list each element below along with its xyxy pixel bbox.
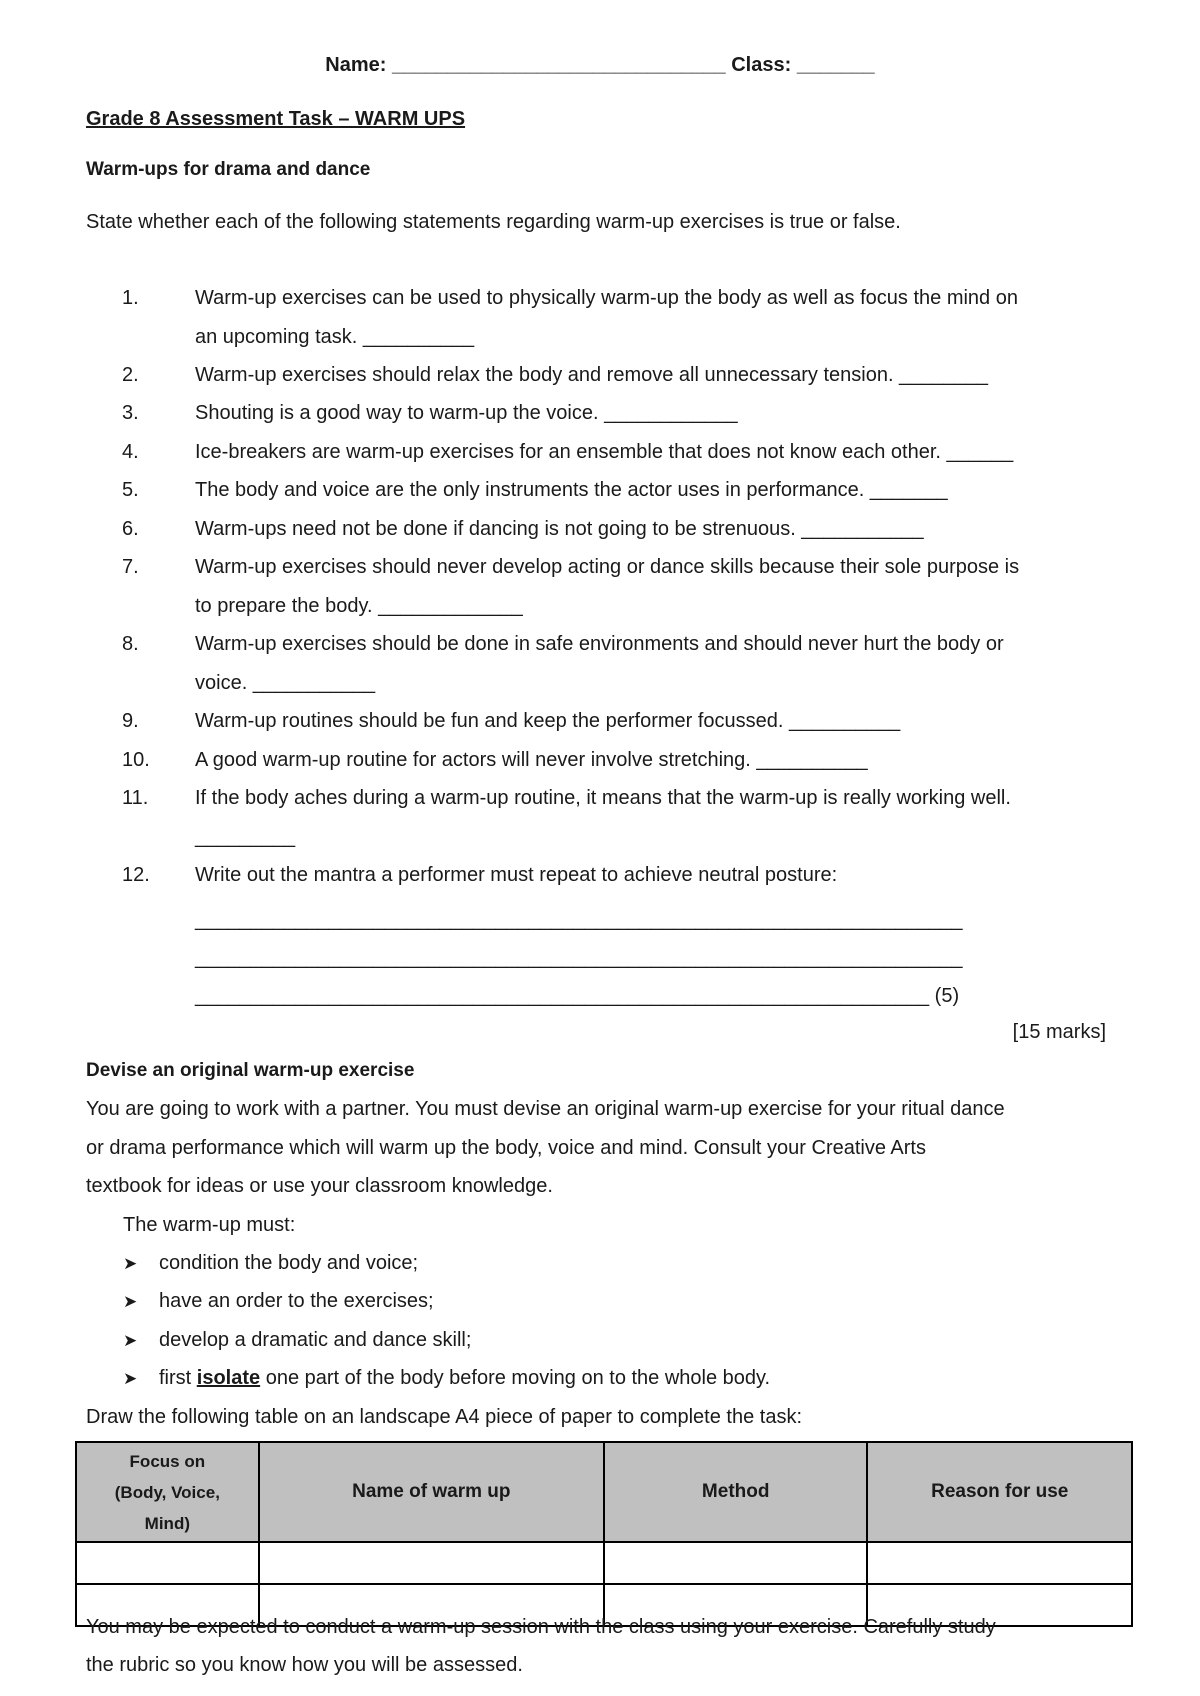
table-row xyxy=(76,1542,1132,1584)
table-cell[interactable] xyxy=(867,1542,1132,1584)
bullet-text: have an order to the exercises; xyxy=(159,1290,434,1312)
question-text: Warm-up exercises should relax the body and remove all unnecessary tension. ________ xyxy=(195,364,989,386)
question-number: 11. xyxy=(122,787,149,809)
table-cell[interactable] xyxy=(259,1542,604,1584)
question-number: 2. xyxy=(122,364,139,386)
bullet-item xyxy=(123,1367,770,1390)
table-cell[interactable] xyxy=(604,1542,868,1584)
question-text: If the body aches during a warm-up routine, it means that the warm-up is really working well. xyxy=(195,787,1011,809)
answer-line[interactable]: _____________________________________________________________________ xyxy=(195,947,963,969)
arrowhead-bullet-icon: ➤ xyxy=(123,1331,138,1350)
bullet-text: develop a dramatic and dance skill; xyxy=(159,1329,472,1351)
question-text: _________ xyxy=(195,826,296,848)
section1-heading: Warm-ups for drama and dance xyxy=(86,159,371,180)
question-number: 8. xyxy=(122,633,139,655)
arrowhead-bullet-icon: ➤ xyxy=(123,1369,138,1388)
question-text: Shouting is a good way to warm-up the voice. ____________ xyxy=(195,402,738,424)
total-marks: [15 marks] xyxy=(1012,1021,1106,1043)
header-focus-on: Focus on (Body, Voice, Mind) xyxy=(76,1442,259,1542)
arrowhead-bullet-icon: ➤ xyxy=(123,1292,138,1311)
question-number: 6. xyxy=(122,518,139,540)
name-class-line: Name: ______________________________ Class: _______ xyxy=(325,54,875,76)
answer-line[interactable]: _____________________________________________________________________ xyxy=(195,909,963,931)
question-text: Warm-up routines should be fun and keep the performer focussed. __________ xyxy=(195,710,901,732)
bullet-text-pre: first xyxy=(159,1367,197,1389)
bullet-text: condition the body and voice; xyxy=(159,1252,419,1274)
section2-paragraph-line: or drama performance which will warm up the body, voice and mind. Consult your Creative Arts xyxy=(86,1137,926,1159)
bullet-item xyxy=(123,1290,434,1313)
question-text: Warm-ups need not be done if dancing is not going to be strenuous. ___________ xyxy=(195,518,924,540)
question-number: 1. xyxy=(122,287,139,309)
section2-heading: Devise an original warm-up exercise xyxy=(86,1060,415,1081)
question-number: 7. xyxy=(122,556,139,578)
question-text: Warm-up exercises should be done in safe environments and should never hurt the body or xyxy=(195,633,1004,655)
question-number: 9. xyxy=(122,710,139,732)
section1-instruction: State whether each of the following statements regarding warm-up exercises is true or false. xyxy=(86,211,901,233)
question-text: an upcoming task. __________ xyxy=(195,326,475,348)
closing-line: You may be expected to conduct a warm-up session with the class using your exercise. Carefully study xyxy=(86,1616,996,1638)
section2-paragraph-line: textbook for ideas or use your classroom knowledge. xyxy=(86,1175,553,1197)
question-number: 12. xyxy=(122,864,150,886)
question-number: 10. xyxy=(122,749,150,771)
question-number: 5. xyxy=(122,479,139,501)
question-text: Warm-up exercises can be used to physically warm-up the body as well as focus the mind on xyxy=(195,287,1018,309)
bullet-text-post: one part of the body before moving on to the whole body. xyxy=(260,1367,771,1389)
header-reason-for-use: Reason for use xyxy=(867,1442,1132,1542)
question-number: 3. xyxy=(122,402,139,424)
bullet-item xyxy=(123,1329,471,1352)
bullet-item xyxy=(123,1252,418,1275)
header-method: Method xyxy=(604,1442,868,1542)
question-text: voice. ___________ xyxy=(195,672,376,694)
table-header-row xyxy=(76,1442,1132,1542)
question-text: The body and voice are the only instruments the actor uses in performance. _______ xyxy=(195,479,948,501)
closing-line: the rubric so you know how you will be assessed. xyxy=(86,1654,523,1676)
header-name-of-warm-up: Name of warm up xyxy=(259,1442,604,1542)
question-text: Write out the mantra a performer must repeat to achieve neutral posture: xyxy=(195,864,838,886)
page-title: Grade 8 Assessment Task – WARM UPS xyxy=(86,108,466,130)
arrowhead-bullet-icon: ➤ xyxy=(123,1254,138,1273)
question-text: to prepare the body. _____________ xyxy=(195,595,523,617)
bullet-emphasis: isolate xyxy=(196,1367,261,1389)
question-number: 4. xyxy=(122,441,139,463)
answer-line[interactable]: __________________________________________________________________ (5) xyxy=(195,985,960,1007)
question-text: Warm-up exercises should never develop acting or dance skills because their sole purpose is xyxy=(195,556,1020,578)
question-text: A good warm-up routine for actors will never involve stretching. __________ xyxy=(195,749,868,771)
must-intro: The warm-up must: xyxy=(123,1214,296,1236)
question-text: Ice-breakers are warm-up exercises for an ensemble that does not know each other. ______ xyxy=(195,441,1014,463)
table-cell[interactable] xyxy=(76,1542,259,1584)
task-table xyxy=(75,1441,1133,1627)
table-intro: Draw the following table on an landscape A4 piece of paper to complete the task: xyxy=(86,1406,803,1428)
section2-paragraph-line: You are going to work with a partner. You must devise an original warm-up exercise for your ritual dance xyxy=(86,1098,1005,1120)
